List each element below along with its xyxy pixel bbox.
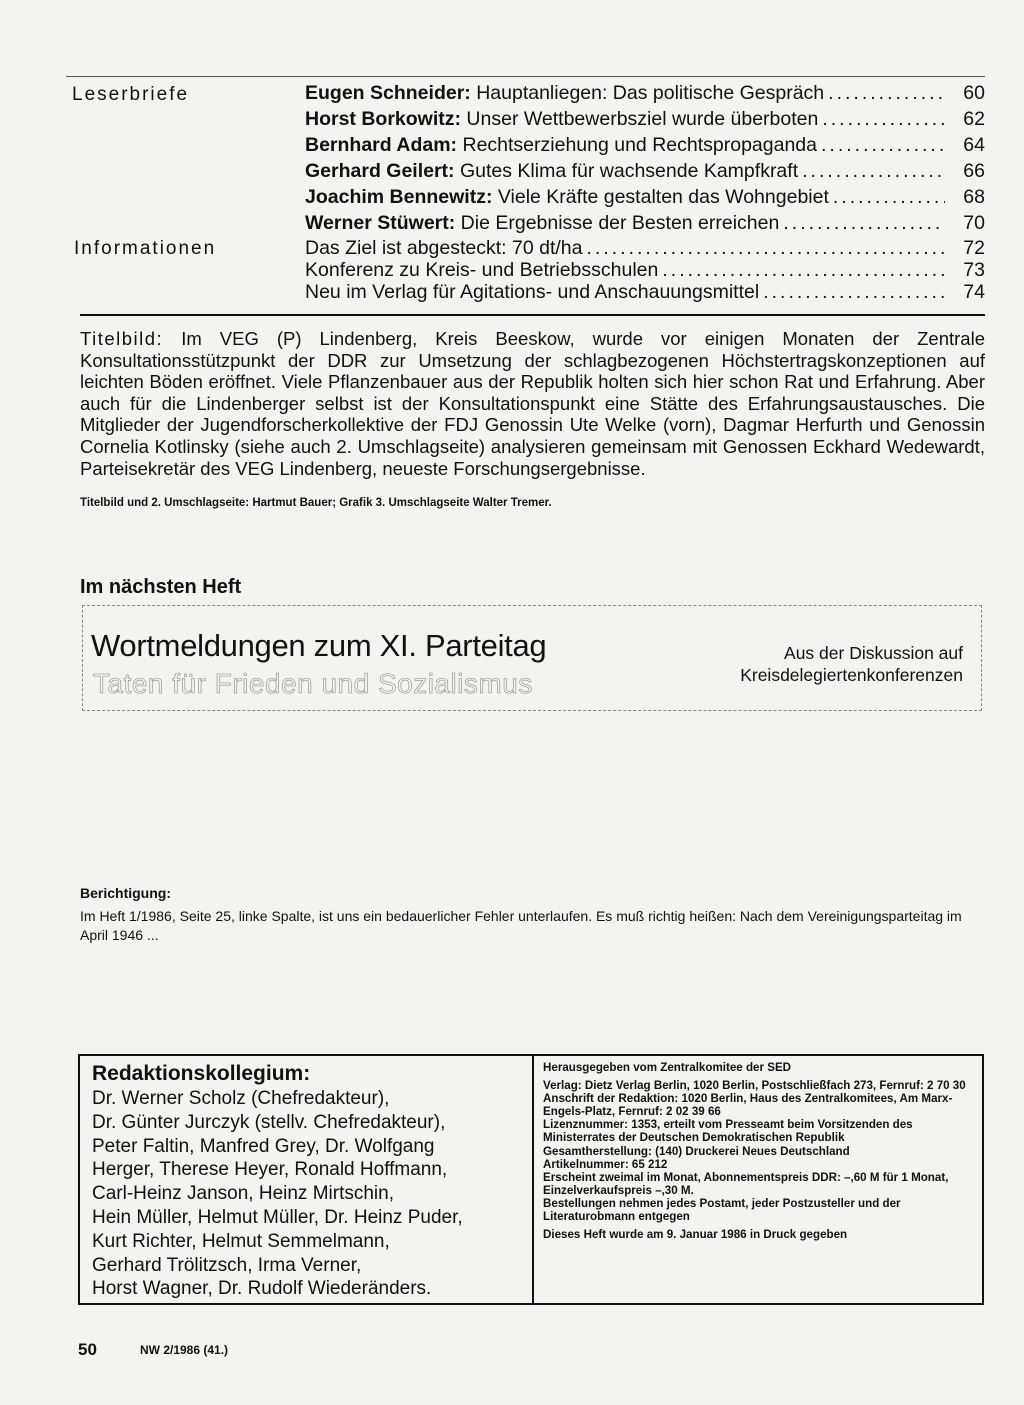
toc-title: Neu im Verlag für Agitations- und Anschauungsmittel [305,281,760,303]
editorial-list [92,1087,463,1301]
box-divider [532,1056,534,1303]
toc-title: Unser Wettbewerbsziel wurde überboten [466,108,819,130]
next-issue-title: Wortmeldungen zum XI. Parteitag [91,628,547,663]
toc-page: 72 [963,237,985,259]
page-number: 50 [78,1340,97,1359]
frequency-line: Erscheint zweimal im Monat, Abonnementspreis DDR: –,60 M für 1 Monat, Einzelverkaufspreis –,30 M. [543,1170,949,1197]
cover-caption [80,328,985,479]
toc-title: Hauptanliegen: Das politische Gespräch [476,82,825,104]
next-issue-note [740,642,963,686]
toc-author: Joachim Bennewitz: [305,186,493,208]
toc-title: Das Ziel ist abgesteckt: 70 dt/ha [305,237,583,259]
toc-entry [305,108,985,132]
next-issue-note-line: Aus der Diskussion auf [784,643,963,663]
toc-page: 68 [963,186,985,208]
toc-page: 73 [963,259,985,281]
editorial-line: Herger, Therese Heyer, Ronald Hoffmann, [92,1159,448,1181]
address-line: Anschrift der Redaktion: 1020 Berlin, Haus des Zentralkomitees, Am Marx-Engels-Platz, Fernruf: 2 02 39 66 [543,1092,953,1119]
license-line: Lizenznummer: 1353, erteilt vom Presseamt beim Vorsitzenden des Ministerrates der Deutschen Demokratischen Republik [543,1118,913,1145]
impressum-box [78,1054,984,1305]
editorial-line: Peter Faltin, Manfred Grey, Dr. Wolfgang [92,1135,435,1157]
issue-number: NW 2/1986 (41.) [140,1343,229,1357]
toc-page: 70 [963,212,985,234]
toc-entry [305,134,985,158]
toc-title: Rechtserziehung und Rechtspropaganda [462,134,817,156]
editorial-line: Dr. Werner Scholz (Chefredakteur), [92,1088,390,1109]
toc-entry [305,212,985,236]
verlag-line: Verlag: Dietz Verlag Berlin, 1020 Berlin, Postschließfach 273, Fernruf: 2 70 30 [543,1079,966,1093]
next-issue-subtitle: Taten für Frieden und Sozialismus [93,668,533,699]
top-rule [66,76,985,77]
section-divider [80,314,985,316]
correction-heading: Berichtigung: [80,885,171,901]
toc-page: 64 [963,134,985,156]
editorial-line: Hein Müller, Helmut Müller, Dr. Heinz Puder, [92,1206,463,1228]
article-line: Artikelnummer: 65 212 [543,1157,668,1171]
toc-author: Eugen Schneider: [305,82,471,104]
editorial-line: Gerhard Trölitzsch, Irma Verner, [92,1254,362,1276]
orders-line: Bestellungen nehmen jedes Postamt, jeder Postzusteller und der Literaturobmann entgegen [543,1196,901,1224]
toc-entry [305,259,985,283]
toc-author: Gerhard Geilert: [305,160,455,182]
toc-title: Viele Kräfte gestalten das Wohngebiet [497,186,829,208]
photo-credits: Titelbild und 2. Umschlagseite: Hartmut Bauer; Grafik 3. Umschlagseite Walter Tremer. [80,497,552,509]
next-issue-note-line: Kreisdelegiertenkonferenzen [740,665,963,685]
toc-entry [305,237,985,261]
toc-entry [305,160,985,184]
toc-page: 62 [963,108,985,130]
correction-text: Im Heft 1/1986, Seite 25, linke Spalte, ist uns ein bedauerlicher Fehler unterlaufen. Es muß richtig heißen: Nach dem Vereinigungsparteitag im April 1946 ... [80,908,962,943]
toc-page: 60 [963,82,985,104]
section-label-leserbriefe: Leserbriefe [72,84,190,105]
toc-title: Konferenz zu Kreis- und Betriebsschulen [305,259,659,281]
publisher-line: Herausgegeben vom Zentralkomitee der SED [543,1061,792,1074]
editorial-line: Horst Wagner, Dr. Rudolf Wiederänders. [92,1278,432,1300]
cover-caption-text: Im VEG (P) Lindenberg, Kreis Beeskow, wurde vor einigen Monaten der Zentrale Konsultationsstützpunkt der DDR zur Umsetzung der schlagbezogenen Höchstertragskonzeptionen auf leichten Böden eröffnet. Viele Pflanzenbauer aus der Republik holten sich hier schon Rat und Erfahrung. Aber auch für die Lindenberger selbst ist der Konsultationspunkt eine Stätte des Erfahrungsaustausches. Die Mitglieder der Jugendforscherkollektive der FDJ Genossin Ute Welke (vorn), Dagmar Herfurth und Genossin Cornelia Kotlinsky (siehe auch 2. Umschlagseite) analysieren gemeinsam mit Genossen Eckhard Wedewardt, Parteisekretär des VEG Lindenberg, neueste Forschungsergebnisse. [80,328,985,479]
toc-author: Bernhard Adam: [305,134,458,156]
toc-title: Gutes Klima für wachsende Kampfkraft [459,160,799,182]
print-line: Gesamtherstellung: (140) Druckerei Neues Deutschland [543,1144,850,1158]
editorial-line: Kurt Richter, Helmut Semmelmann, [92,1230,390,1252]
editorial-line: Dr. Günter Jurczyk (stellv. Chefredakteur), [92,1111,446,1133]
toc-author: Horst Borkowitz: [305,108,461,130]
next-issue-heading: Im nächsten Heft [80,576,242,598]
toc-author: Werner Stüwert: [305,212,456,234]
toc-entry [305,281,985,305]
editorial-heading: Redaktionskollegium: [92,1062,311,1085]
toc-title: Die Ergebnisse der Besten erreichen [460,212,780,234]
toc-entry [305,186,985,210]
toc-page: 66 [963,160,985,182]
editorial-line: Carl-Heinz Janson, Heinz Mirtschin, [92,1183,394,1205]
publisher-info [543,1061,973,1241]
print-date-line: Dieses Heft wurde am 9. Januar 1986 in Druck gegeben [543,1228,848,1242]
toc-entry [305,82,985,106]
section-label-informationen: Informationen [74,238,217,259]
toc-page: 74 [963,281,985,303]
cover-caption-lead: Titelbild: [80,328,164,349]
next-issue-box [82,605,982,711]
